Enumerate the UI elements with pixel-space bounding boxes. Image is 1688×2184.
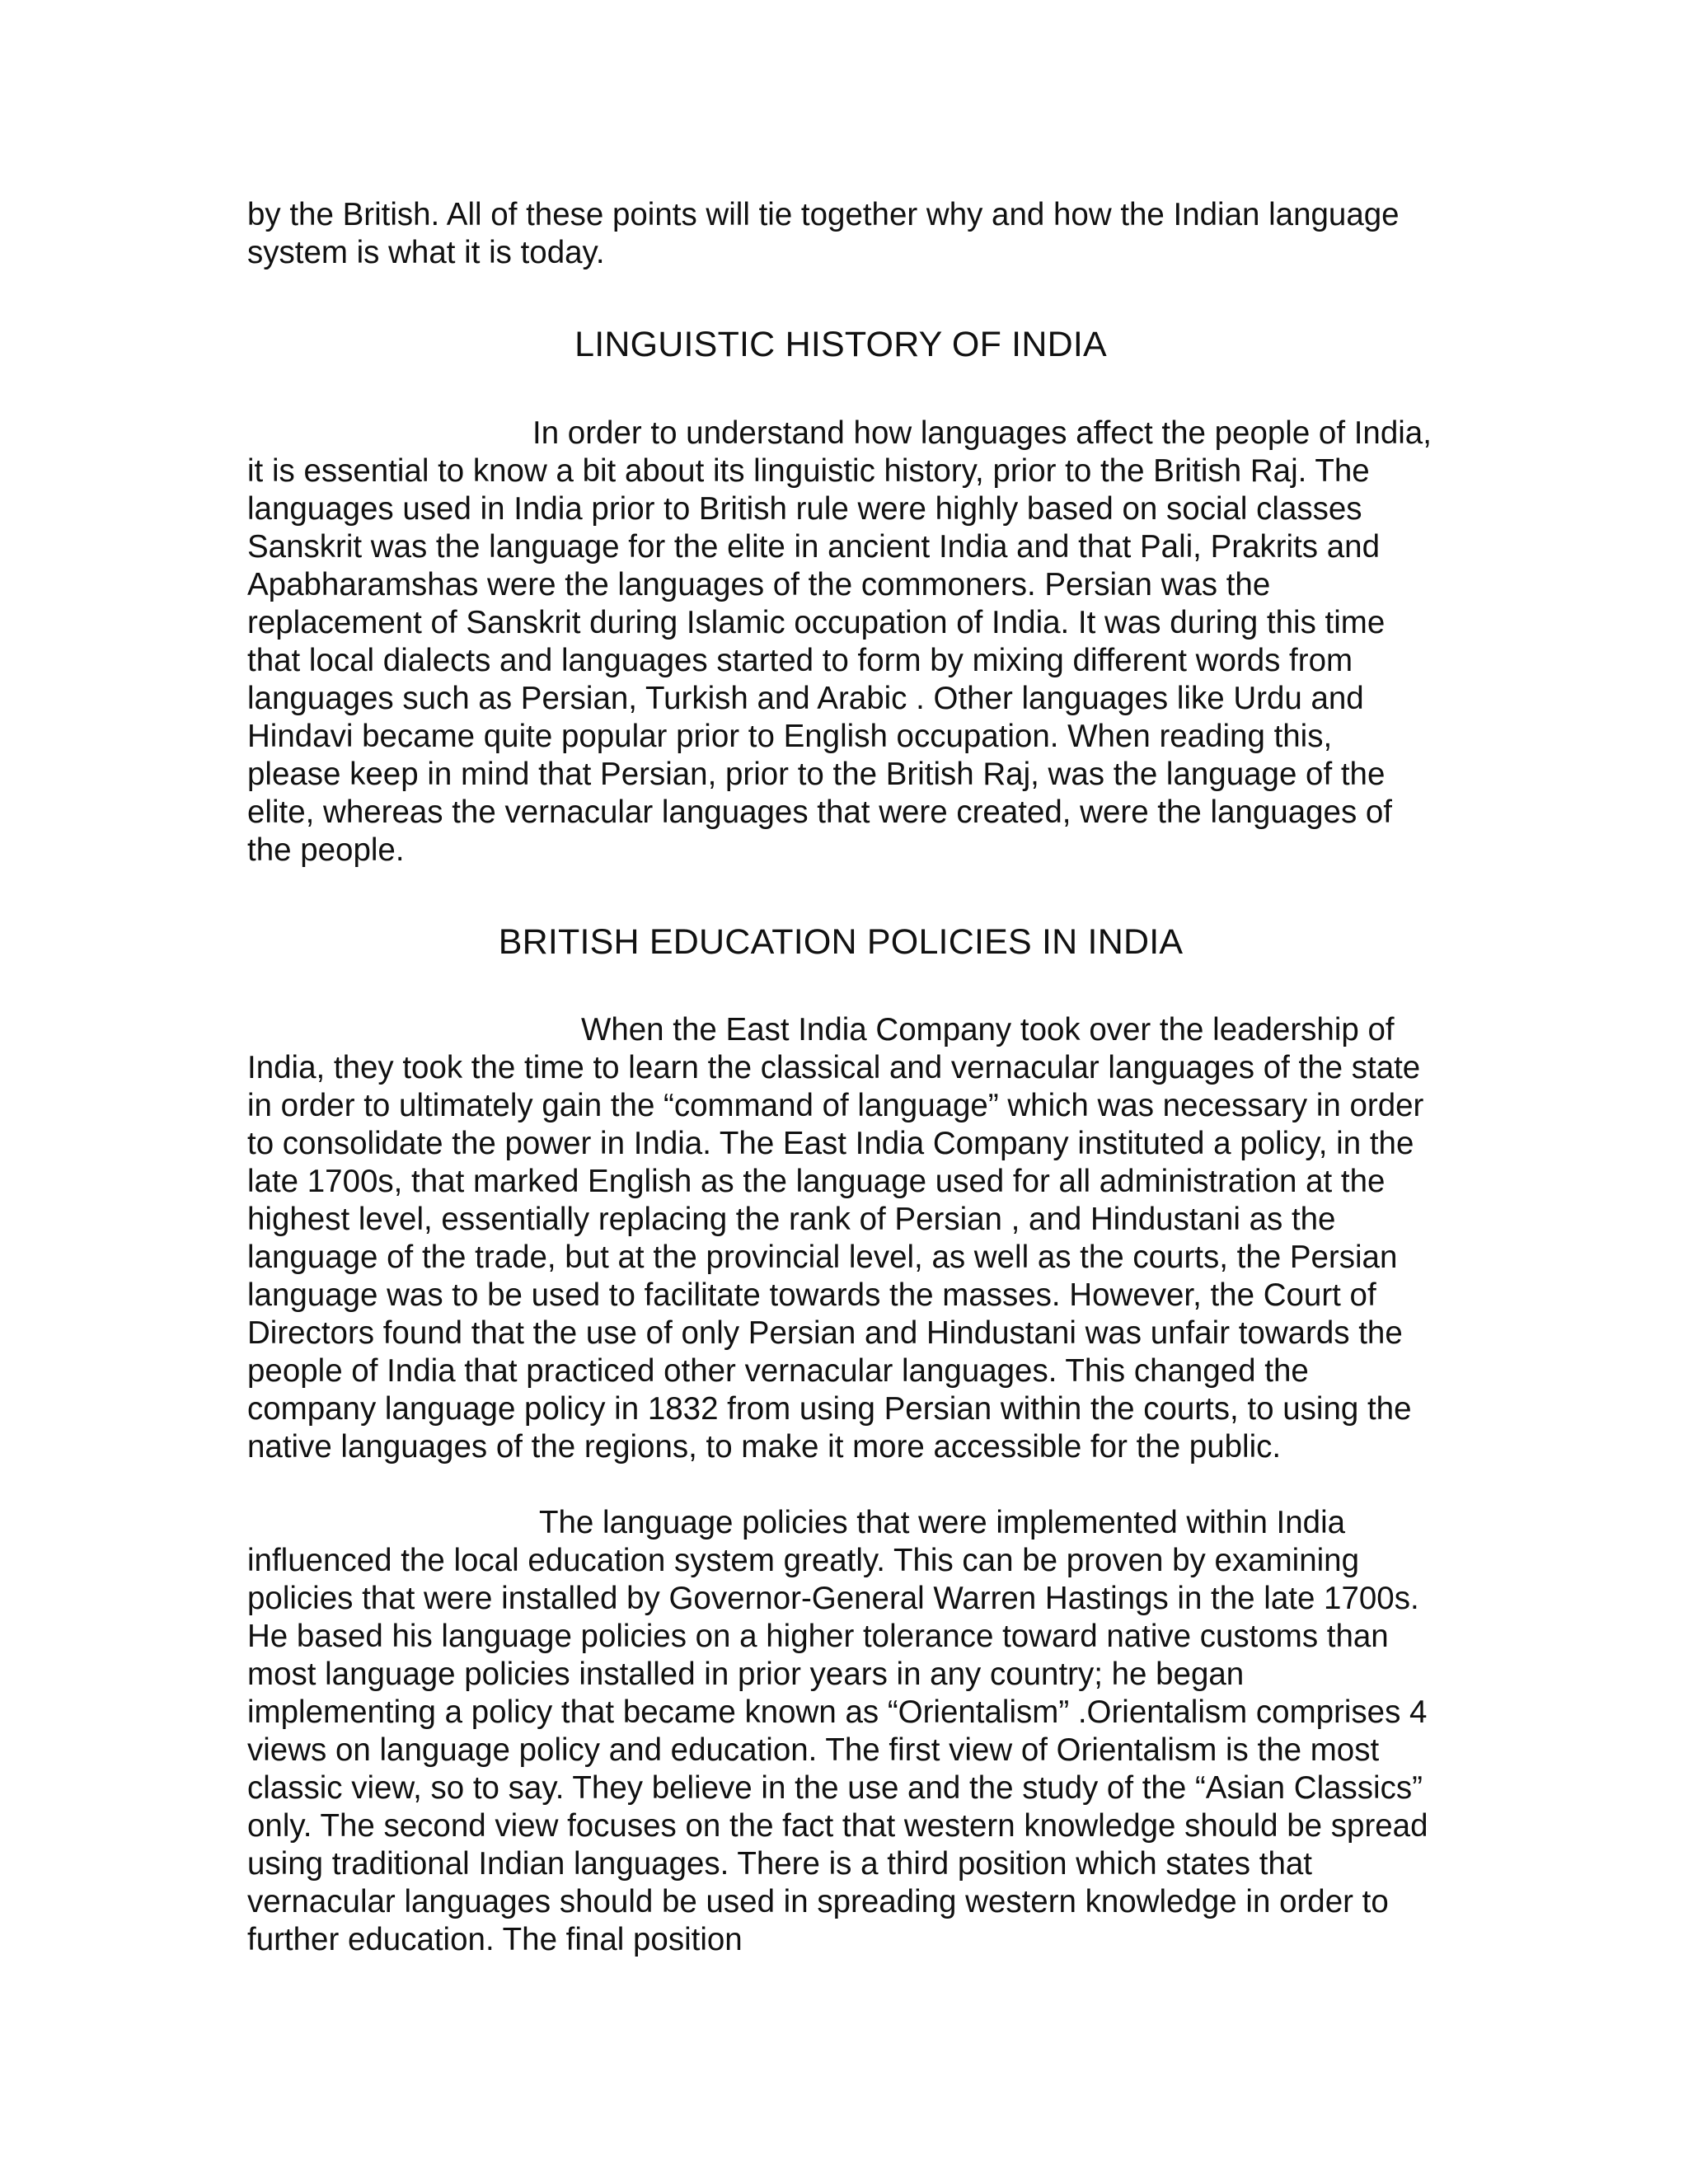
intro-paragraph: by the British. All of these points will tie together why and how the Indian language system is what it is today.: [247, 197, 1400, 270]
section-heading-british-education-policies: BRITISH EDUCATION POLICIES IN INDIA: [498, 922, 1184, 962]
paragraph-east-india-company: When the East India Company took over the leadership of India, they took the time to learn the classical and vernacular languages of the state in order to ultimately gain the “command of language” which was necessary in order to consolidate the power in India. The East India Company instituted a policy, in the late 1700s, that marked English as the language used for all administration at the highest level, essentially replacing the rank of Persian , and Hindustani as the language of the trade, but at the provincial level, as well as the courts, the Persian language was to be used to facilitate towards the masses. However, the Court of Directors found that the use of only Persian and Hindustani was unfair towards the people of India that practiced other vernacular languages. This changed the company language policy in 1832 from using Persian within the courts, to using the native languages of the regions, to make it more accessible for the public.: [247, 1012, 1424, 1465]
paragraph-language-policies: The language policies that were implemented within India influenced the local education system greatly. This can be proven by examining policies that were installed by Governor-General Warren Hastings in the late 1700s. He based his language policies on a higher tolerance toward native customs than most language policies installed in prior years in any country; he began implementing a policy that became known as “Orientalism” .Orientalism comprises 4 views on language policy and education. The first view of Orientalism is the most classic view, so to say. They believe in the use and the study of the “Asian Classics” only. The second view focuses on the fact that western knowledge should be spread using traditional Indian languages. There is a third position which states that vernacular languages should be used in spreading western knowledge in order to further education. The final position: [247, 1505, 1428, 1957]
document-body: [247, 196, 1434, 1959]
paragraph-linguistic-history: In order to understand how languages affect the people of India, it is essential to know a bit about its linguistic history, prior to the British Raj. The languages used in India prior to British rule were highly based on social classes Sanskrit was the language for the elite in ancient India and that Pali, Prakrits and Apabharamshas were the languages of the commoners. Persian was the replacement of Sanskrit during Islamic occupation of India. It was during this time that local dialects and languages started to form by mixing different words from languages such as Persian, Turkish and Arabic . Other languages like Urdu and Hindavi became quite popular prior to English occupation. When reading this, please keep in mind that Persian, prior to the British Raj, was the language of the elite, whereas the vernacular languages that were created, were the languages of the people.: [247, 415, 1432, 868]
section-heading-linguistic-history: LINGUISTIC HISTORY OF INDIA: [574, 325, 1107, 364]
